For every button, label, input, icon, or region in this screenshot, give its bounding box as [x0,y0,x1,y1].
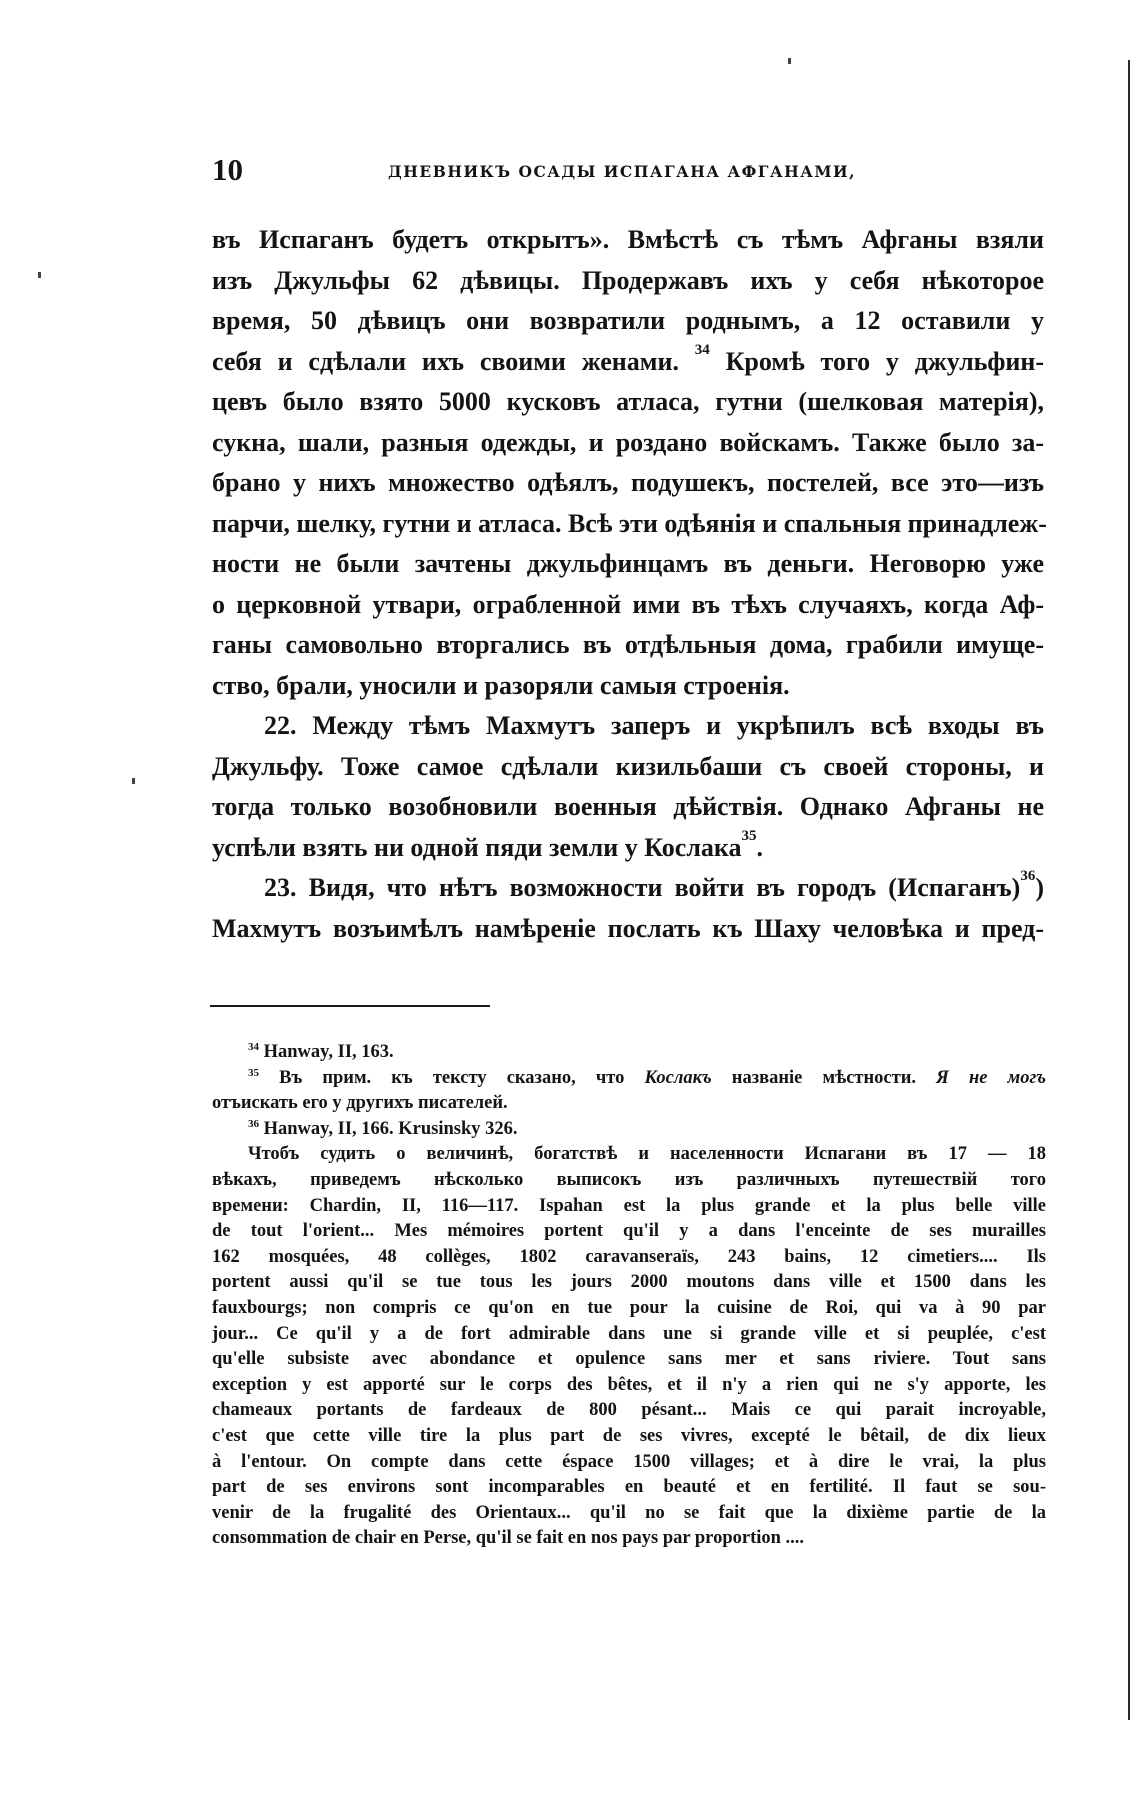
text-line: сукна, шали, разныя одежды, и роздано войскамъ. Также было за- [212,427,1044,457]
text-line: ганы самовольно вторгались въ отдѣльныя дома, грабили имуще- [212,630,1044,659]
footnote-36-line: part de ses environs sont incomparables en beauté et en fertilité. Il faut se sou- [212,1477,1046,1498]
footnote-36-line: à l'entour. On compte dans cette éspace 1500 villages; et à dire le vrai, la plus [212,1451,1046,1472]
text-segment: успѣли взять ни одной пяди земли у Кослака [212,832,742,862]
footnote-34 [212,1040,1046,1066]
footnote-36-line: portent aussi qu'il se tue tous les jours 2000 moutons dans ville et 1500 dans les [212,1272,1046,1293]
text-line: тогда только возобновили военныя дѣйствія. Однако Афганы не [212,792,1044,821]
footnote-36-line: consommation de chair en Perse, qu'il se fait en nos pays par proportion .... [212,1528,805,1549]
text-line: въ Испаганъ будетъ открытъ». Вмѣстѣ съ тѣмъ Афганы взяли [212,225,1044,254]
footnote-italic: Кослакъ [644,1067,712,1088]
footnote-35-cont: отъискать его у другихъ писателей. [212,1093,508,1114]
footnote-36-line: 162 mosquées, 48 collèges, 1802 caravanseraïs, 243 bains, 12 cimetiers.... Ils [212,1246,1046,1267]
running-head [212,152,1040,192]
text-line: ство, брали, уносили и разоряли самыя строенія. [212,670,790,700]
footnote-mark: 35 [248,1066,259,1079]
footnote-35 [212,1066,1046,1092]
footnote-text: названіе мѣстности. [731,1067,916,1088]
page-edge [1128,60,1130,1720]
text-line: парчи, шелку, гутни и атласа. Всѣ эти одѣянія и спальныя принадлеж- [212,508,1047,538]
footnote-separator [210,1005,490,1007]
footnote-36-line: Чтобъ судить о величинѣ, богатствѣ и населенности Испагани въ 17 — 18 [248,1144,1046,1165]
footnote-36-line: qu'elle subsiste avec abondance et opulence sans mer et sans riviere. Tout sans [212,1349,1046,1370]
footnote-36-line: времени: Chardin, II, 116—117. Ispahan est la plus grande et la plus belle ville [212,1195,1046,1216]
footnote-italic: Я не могъ [936,1067,1047,1088]
footnote-ref-34[interactable]: 34 [694,341,710,358]
footnotes [212,1040,1046,1552]
paragraph-23-line: 23. Видя, что нѣтъ возможности войти въ городъ (Испаганъ)$^{36}$) [264,868,1044,902]
footnote-text: Въ прим. къ тексту сказано, что [279,1067,625,1088]
text-line: Махмутъ возъимѣлъ намѣреніе послать къ Шаху человѣка и пред- [212,913,1044,943]
footnote-36-line: chameaux portants de fardeaux de 800 pésant... Mais ce qui parait incroyable, [212,1400,1046,1421]
footnote-36-line: вѣкахъ, приведемъ нѣсколько выписокъ изъ различныхъ путешествій того [212,1169,1046,1190]
footnote-36 [212,1117,1046,1143]
footnote-text: Hanway, II, 163. [263,1042,394,1062]
main-text [212,220,1047,949]
text-line: цевъ было взято 5000 кусковъ атласа, гутни (шелковая матерія), [212,387,1044,416]
text-segment: 23. Видя, что нѣтъ возможности войти въ городъ (Испаганъ) [264,873,1021,902]
text-line: успѣли взять ни одной пяди земли у Кослака$^{35}$. [212,827,764,862]
footnote-36-line: fauxbourgs; non compris ce qu'on en tue pour la cuisine de Roi, qui va à 90 par [212,1297,1046,1318]
text-line: время, 50 дѣвицъ они возвратили роднымъ, а 12 оставили у [212,306,1044,335]
footnote-36-line: venir de la frugalité des Orientaux... qu'il no se fait que la dixième partie de la [212,1502,1046,1523]
page-number: 10 [212,152,243,187]
footnote-mark: 36 [248,1117,259,1130]
scan-speck [788,58,791,64]
text-line: ности не были зачтены джульфинцамъ въ деньги. Неговорю уже [212,549,1044,578]
footnote-text: Hanway, II, 166. Krusinsky 326. [263,1118,518,1139]
text-line: о церковной утвари, ограбленной ими въ тѣхъ случаяхъ, когда Аф- [212,589,1044,619]
text-line: Джульфу. Тоже самое сдѣлали кизильбаши съ своей стороны, и [212,751,1044,781]
scan-speck [38,272,41,278]
text-segment: Кромѣ того у джульфин- [725,346,1045,376]
footnote-36-line: exception y est apporté sur le corps des bêtes, et il n'y a rien qui ne s'y apporte, les [212,1374,1046,1395]
text-line [212,342,1044,383]
text-segment: себя и сдѣлали ихъ своими женами. [212,346,679,376]
footnote-mark: 34 [248,1041,259,1053]
footnote-36-line: c'est que cette ville tire la plus part de ses vivres, excepté le bêtail, de dix lieux [212,1425,1046,1446]
text-line: брано у нихъ множество одѣялъ, подушекъ, постелей, все это—изъ [212,468,1044,497]
footnote-36-line: de tout l'orient... Mes mémoires portent qu'il y a dans l'enceinte de ses murailles [212,1221,1046,1242]
paragraph-22-line: 22. Между тѣмъ Махмутъ заперъ и укрѣпилъ всѣ входы въ [264,711,1044,740]
footnote-36-line: jour... Ce qu'il y a de fort admirable dans une si grande ville et si peuplée, c'est [212,1323,1046,1344]
scan-speck [132,778,135,784]
running-title: ДНЕВНИКЪ ОСАДЫ ИСПАГАНА АФГАНАМИ, [388,162,857,181]
footnote-ref-35[interactable]: 35 [741,827,757,844]
text-line: изъ Джульфы 62 дѣвицы. Продержавъ ихъ у себя нѣкоторое [212,265,1044,295]
footnote-ref-36[interactable]: 36 [1020,868,1036,884]
